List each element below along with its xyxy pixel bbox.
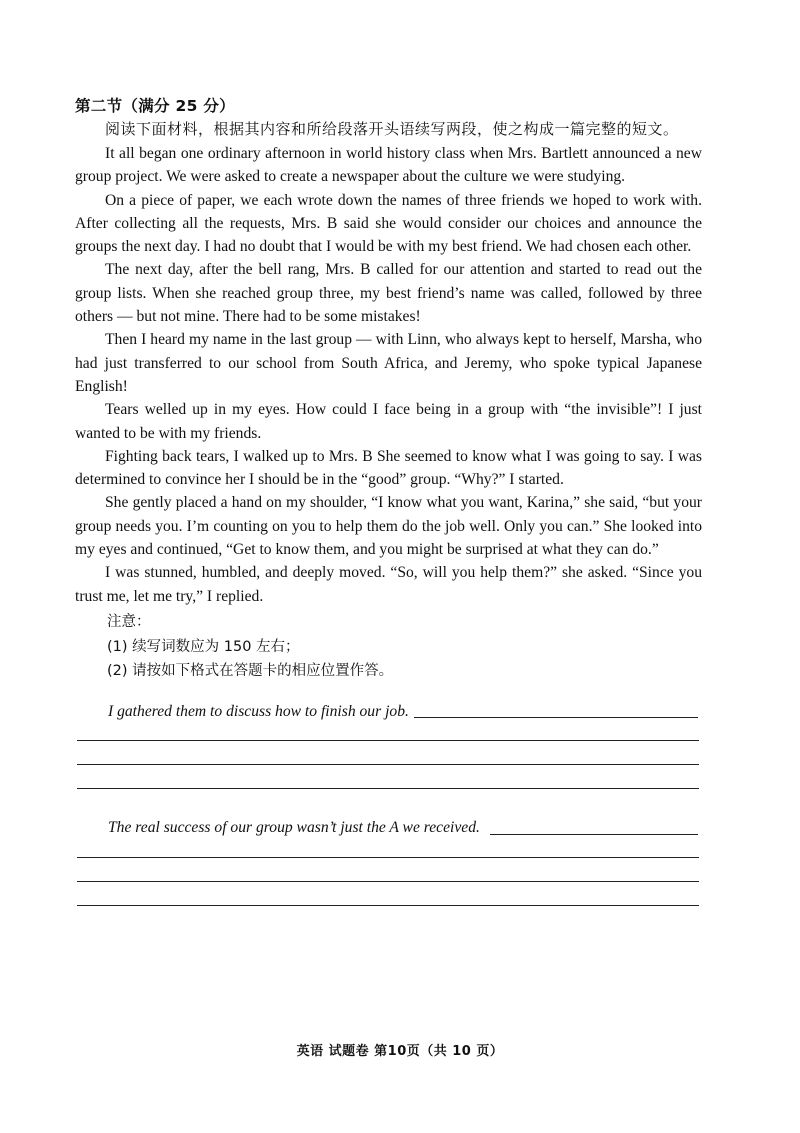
writing-blank[interactable] <box>414 717 698 718</box>
answer-line[interactable] <box>77 788 699 789</box>
story-paragraph: Then I heard my name in the last group — with Linn, who always kept to herself, Marsha, who had just transferred to our school from South Africa, and Jeremy, who spoke typical Japanese English! <box>75 331 702 395</box>
answer-line[interactable] <box>77 857 699 858</box>
answer-line[interactable] <box>77 764 699 765</box>
story-paragraph: It all began one ordinary afternoon in world history class when Mrs. Bartlett announced a new group project. We were asked to create a newspaper about the culture we were studying. <box>75 145 702 186</box>
second-paragraph-opening: The real success of our group wasn’t just the A we received. <box>108 819 480 836</box>
writing-blank[interactable] <box>490 834 698 835</box>
story-paragraph: Tears welled up in my eyes. How could I face being in a group with “the invisible”! I just wanted to be with my friends. <box>75 401 702 442</box>
page-footer: 英语 试题卷 第10页（共 10 页） <box>296 1044 504 1059</box>
first-paragraph-opening: I gathered them to discuss how to finish our job. <box>108 703 409 720</box>
story-paragraph: She gently placed a hand on my shoulder, “I know what you want, Karina,” she said, “but your group needs you. I’m counting on you to help them do the job well. Only you can.” She looked into my eyes and continued, “Get to know them, and you might be surprised at what they can do.” <box>75 494 702 559</box>
story-paragraph: On a piece of paper, we each wrote down the names of three friends we hoped to work with. After collecting all the requests, Mrs. B said she would consider our choices and announce the groups the next day. I had no doubt that I would be with my best friend. We had chosen each other. <box>75 191 702 256</box>
story-paragraph: I was stunned, humbled, and deeply moved. “So, will you help them?” she asked. “Since you trust me, let me try,” I replied. <box>75 564 702 605</box>
notes-title: 注意： <box>107 614 151 630</box>
notes-block <box>107 612 393 684</box>
section-heading: 第二节（满分 25 分） <box>75 97 235 115</box>
answer-line[interactable] <box>77 905 699 906</box>
story-paragraph: Fighting back tears, I walked up to Mrs. B She seemed to know what I was going to say. I was determined to convince her I should be in the “good” group. “Why?” I started. <box>75 447 702 489</box>
story-passage <box>75 142 702 608</box>
task-instructions: 阅读下面材料，根据其内容和所给段落开头语续写两段，使之构成一篇完整的短文。 <box>105 120 679 138</box>
answer-line[interactable] <box>77 881 699 882</box>
answer-line[interactable] <box>77 740 699 741</box>
note-item: (2) 请按如下格式在答题卡的相应位置作答。 <box>107 663 394 679</box>
note-item: (1) 续写词数应为 150 左右； <box>107 639 300 655</box>
story-paragraph: The next day, after the bell rang, Mrs. B called for our attention and started to read out the group lists. When she reached group three, my best friend’s name was called, followed by three others — but not mine. There had to be some mistakes! <box>75 261 702 326</box>
